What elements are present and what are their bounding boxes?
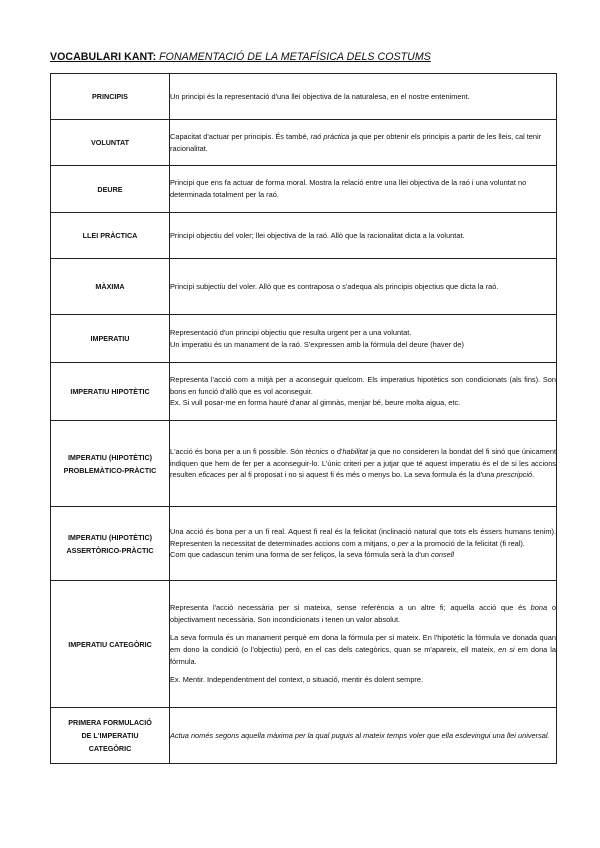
definition-cell: Actua només segons aquella màxima per la qual puguis al mateix temps voler que ella esdevingui una llei universal.: [170, 708, 557, 764]
term-cell: PRIMERA FORMULACIÓ DE L'IMPERATIU CATEGÒRIC: [51, 708, 170, 764]
title-prefix: VOCABULARI KANT:: [50, 51, 157, 63]
table-row: [51, 421, 557, 507]
term-cell: IMPERATIU HIPOTÈTIC: [51, 363, 170, 421]
definition-cell: L'acció és bona per a un fi possible. Són tècnics o d'habilitat ja que no consideren la bondat del fi sinó que únicament indiquen que hem de fer per a aconseguir-lo. L'únic criteri per a jutjar que té aquest imperatiu és el de si les accions resulten eficaces per al fi proposat i no si aquest fi és més o menys bo. La seva formula és la d'una prescripció.: [170, 421, 557, 507]
table-row: [51, 213, 557, 259]
table-row: [51, 74, 557, 120]
term-cell: MÀXIMA: [51, 259, 170, 315]
table-row: [51, 363, 557, 421]
definition-cell: Una acció és bona per a un fi real. Aquest fi real és la felicitat (inclinació natural que tots els éssers humans tenim). Representen la necessitat de determinades accions com a mitjans, o per a la promoció de la felicitat (fi real). Com que cadascun tenim una forma de ser feliços, la seva fórmula serà la d'un consell: [170, 507, 557, 581]
table-row: [51, 581, 557, 708]
definition-cell: Representa l'acció com a mitjà per a aconseguir quelcom. Els imperatius hipotètics son condicionats (als fins). Son bons en funció d'allò que es vol aconseguir. Ex. Si vull posar-me en forma hauré d'anar al gimnàs, menjar bé, beure molta aigua, etc.: [170, 363, 557, 421]
table-row: [51, 708, 557, 764]
vocabulary-table: [50, 73, 557, 764]
definition-cell: Principi subjectiu del voler. Allò que es contraposa o s'adequa als principis objectius que dicta la raó.: [170, 259, 557, 315]
table-row: [51, 507, 557, 581]
definition-cell: Capacitat d'actuar per principis. És també, raó pràctica ja que per obtenir els principis a partir de les lleis, cal tenir racionalitat.: [170, 120, 557, 166]
definition-cell: Representa l'acció necessària per si mateixa, sense referència a un altre fi; aquella acció que és bona o objectivament necessària. Son incondicionats i tenen un valor absolut. La seva formula és un manament perquè em dona la fórmula per si mateix. En l'hipotètic la fórmula ve donada quan em dono la condició (o l'objectiu) però, en el cas dels categòrics, quan se m'apareix, ell mateix, en si em dona la fórmula. Ex. Mentir. Independentment del context, o situació, mentir és dolent sempre.: [170, 581, 557, 708]
term-cell: PRINCIPIS: [51, 74, 170, 120]
definition-cell: Un principi és la representació d'una llei objectiva de la naturalesa, en el nostre enteniment.: [170, 74, 557, 120]
definition-cell: Representació d'un principi objectiu que resulta urgent per a una voluntat. Un imperatiu és un manament de la raó. S'expressen amb la fórmula del deure (haver de): [170, 315, 557, 363]
table-row: [51, 166, 557, 213]
term-cell: IMPERATIU CATEGÒRIC: [51, 581, 170, 708]
document-title: [50, 51, 431, 63]
definition-cell: Principi objectiu del voler; llei objectiva de la raó. Allò que la racionalitat dicta a la voluntat.: [170, 213, 557, 259]
term-cell: VOLUNTAT: [51, 120, 170, 166]
term-cell: IMPERATIU (HIPOTÈTIC) PROBLEMÀTICO-PRÀCTIC: [51, 421, 170, 507]
term-cell: IMPERATIU: [51, 315, 170, 363]
table-row: [51, 120, 557, 166]
term-cell: LLEI PRÀCTICA: [51, 213, 170, 259]
definition-cell: Principi que ens fa actuar de forma moral. Mostra la relació entre una llei objectiva de la raó i una voluntat no determinada totalment per la raó.: [170, 166, 557, 213]
table-row: [51, 315, 557, 363]
term-cell: DEURE: [51, 166, 170, 213]
table-row: [51, 259, 557, 315]
title-work: FONAMENTACIÓ DE LA METAFÍSICA DELS COSTUMS: [159, 51, 431, 63]
term-cell: IMPERATIU (HIPOTÈTIC) ASSERTÒRICO-PRÀCTIC: [51, 507, 170, 581]
